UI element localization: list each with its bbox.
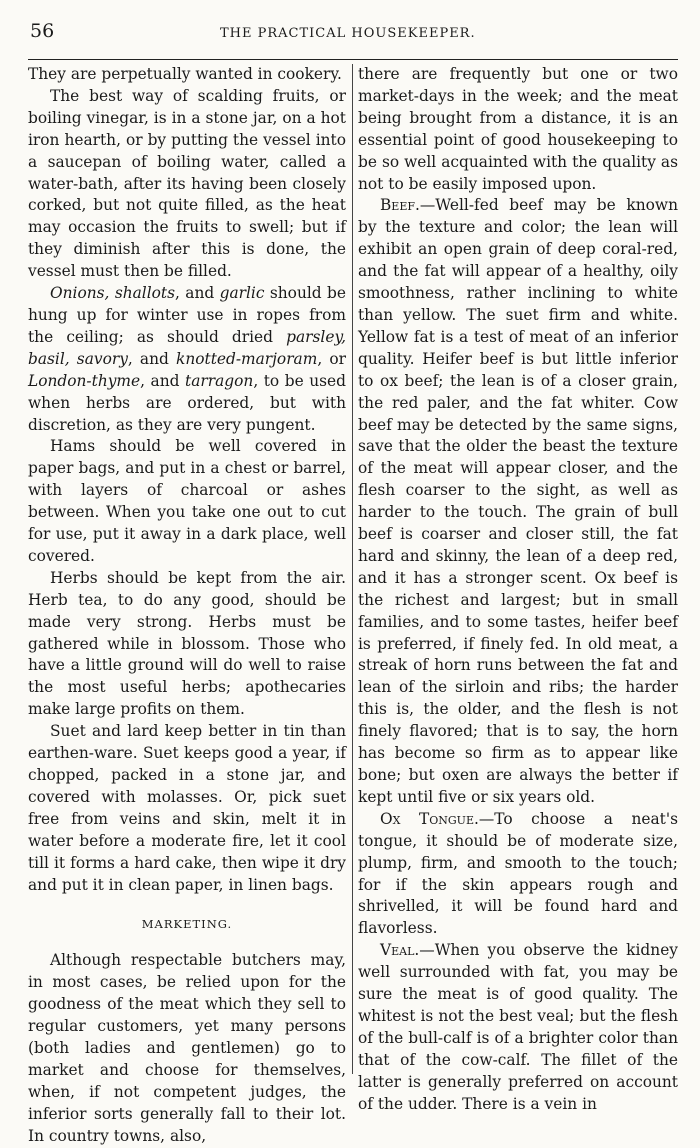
run-in-heading: Beef. [380,196,420,215]
paragraph: The best way of scalding fruits, or boiling vinegar, is in a stone jar, on a hot iron hearth, or by putting the vessel into a saucepan of boiling water, called a water-bath, after its having been closely corked, but not quite filled, as the heat may occasion the fruits to swell; but if they diminish after this is done, the vessel must then be filled. [28,86,346,281]
text-run: —To choose a neat's tongue, it should be of moderate size, plump, firm, and smooth to the touch; for if the skin appears rough and shrivelled, it will be found hard and flavorless. [358,809,678,938]
paragraph: Hams should be well covered in paper bags, and put in a chest or barrel, with layers of charcoal or ashes between. When you take one out to cut for use, put it away in a dark place, well covered. [28,437,346,565]
paragraph: there are frequently but one or two market-days in the week; and the meat being brought from a distance, it is an essential point of good housekeeping to be so well acquainted with the quality as not to be easily imposed upon. [358,65,678,193]
left-column [28,64,346,1148]
paragraph: They are perpetually wanted in cookery. [28,65,342,83]
italic-text: knotted-marjoram [176,349,318,368]
paragraph: Although respectable butchers may, in most cases, be relied upon for the goodness of the meat which they sell to regular customers, yet many persons (both ladies and gentlemen) go to market and choose for themselves, when, if not competent judges, the inferior sorts generally fall to their lot. In country towns, also, [28,951,346,1145]
text-run: , and [140,371,186,390]
italic-text: garlic [219,284,265,303]
italic-text: parsley, basil, savory [28,327,346,368]
italic-text: tarragon [185,371,254,390]
header-rule [28,59,678,60]
paragraph: Suet and lard keep better in tin than earthen-ware. Suet keeps good a year, if chopped, packed in a stone jar, and covered with molasses. Or, pick suet free from veins and skin, melt it in water before a moderate fire, let it cool till it forms a hard cake, then wipe it dry and put it in clean paper, in linen bags. [28,722,346,894]
run-in-heading: Veal. [380,941,420,960]
paragraph-beef [358,195,678,808]
running-title: THE PRACTICAL HOUSEKEEPER. [220,26,476,41]
paragraph-ox-tongue [358,809,678,940]
italic-text: Onions, shallots [50,284,175,303]
text-run: —Well-fed beef may be known by the texture and color; the lean will exhibit an open grain of deep coral-red, and the fat will appear of a healthy, oily smoothness, rather inclining to white than yellow. The suet firm and white. Yellow fat is a test of meat of an inferior quality. Heifer beef is but little inferior to ox beef; the lean is of a closer grain, the red paler, and the fat whiter. Cow beef may be detected by the same signs, save that the older the beast the texture of the meat will appear closer, and the flesh coarser to the sight, as well as harder to the touch. The grain of bull beef is coarser and closer still, the fat hard and skinny, the lean of a deep red, and it has a stronger scent. Ox beef is the richest and largest; but in small families, and to some tastes, heifer beef is preferred, if finely fed. In old meat, a streak of horn runs between the fat and lean of the sirloin and ribs; the harder this is, the older, and the flesh is not finely flavored; that is to say, the horn has become so firm as to appear like bone; but oxen are always the better if kept until five or six years old. [358,196,678,806]
italic-text: London-thyme [28,371,141,390]
run-in-heading: Ox Tongue. [380,809,479,828]
page-header [30,20,678,48]
paragraph-herbs-storage [28,283,346,436]
section-heading: MARKETING. [141,917,233,932]
text-run: , to be used when herbs are ordered, but with discretion, as they are very pungent. [28,371,346,434]
text-run: , or [317,349,346,368]
paragraph-veal [358,940,678,1115]
column-divider [352,64,353,1074]
text-run: , and [175,284,220,303]
text-run: , and [127,349,176,368]
text-run: —When you observe the kidney well surrounded with fat, you may be sure the meat is of good quality. The whitest is not the best veal; but the flesh of the bull-calf is of a brighter color than that of the cow-calf. The fillet of the latter is generally preferred on account of the udder. There is a vein in [358,941,678,1113]
page-number: 56 [30,20,55,42]
paragraph: Herbs should be kept from the air. Herb tea, to do any good, should be made very strong. Herbs must be gathered while in blossom. Those who have a little ground will do well to raise the most useful herbs; apothecaries make large profits on them. [28,568,346,719]
right-column [358,64,678,1116]
text-run: should be hung up for winter use in ropes from the ceiling; as should dried [28,284,346,346]
